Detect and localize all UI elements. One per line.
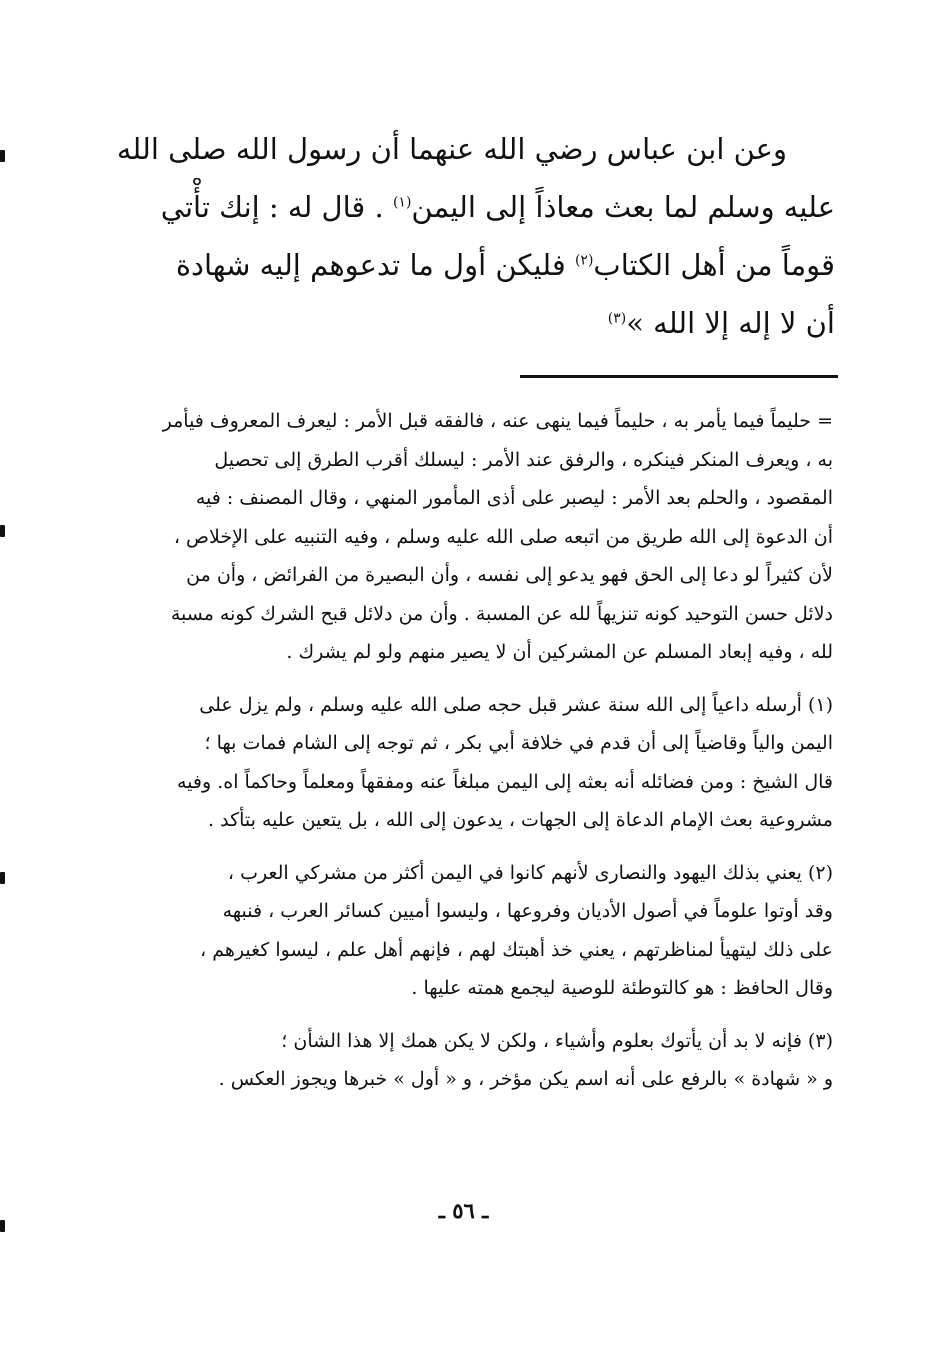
footnote-line: لأن كثيراً لو دعا إلى الحق فهو يدعو إلى نفسه ، وأن البصيرة من الفرائض ، وأن من <box>186 564 833 586</box>
page-number: ـ ٥٦ ـ <box>438 1198 489 1223</box>
footnote-line: وقال الحافظ : هو كالتوطئة للوصية ليجمع همته عليها . <box>411 977 833 999</box>
footnote-1 <box>105 686 833 840</box>
footnote-continuation <box>105 402 833 672</box>
main-text-segment: قوماً من أهل الكتاب <box>593 248 835 282</box>
footnotes <box>105 402 833 1113</box>
edge-mark <box>0 872 5 884</box>
footnote-separator <box>520 375 838 378</box>
footnote-line: وقد أوتوا علوماً في أصول الأديان وفروعها ، وليسوا أميين كسائر العرب ، فنبهه <box>222 900 833 922</box>
footnote-line: اليمن والياً وقاضياً إلى أن قدم في خلافة أبي بكر ، ثم توجه إلى الشام فمات بها ؛ <box>204 732 833 754</box>
footnote-ref: (٢) <box>574 252 594 269</box>
main-text <box>100 120 835 352</box>
footnote-line: و « شهادة » بالرفع على أنه اسم يكن مؤخر ، و « أول » خبرها ويجوز العكس . <box>218 1068 833 1090</box>
footnote-line: به ، ويعرف المنكر فينكره ، والرفق عند الأمر : ليسلك أقرب الطرق إلى تحصيل <box>214 448 833 471</box>
edge-mark <box>0 1220 5 1232</box>
main-text-segment: . قال له : إنك تأْتي <box>160 190 393 224</box>
footnote-line: = حليماً فيما يأمر به ، حليماً فيما ينهى عنه ، فالفقه قبل الأمر : ليعرف المعروف فيأمر <box>162 410 833 432</box>
main-text-line <box>100 294 835 352</box>
footnote-line: (٣) فإنه لا بد أن يأتوك بعلوم وأشياء ، ولكن لا يكن همك إلا هذا الشأن ؛ <box>281 1029 833 1052</box>
footnote-line: قال الشيخ : ومن فضائله أنه بعثه إلى اليمن مبلغاً عنه ومفقهاً ومعلماً وحاكماً اه. وفيه <box>177 770 833 793</box>
footnote-line: مشروعية بعث الإمام الدعاة إلى الجهات ، يدعون إلى الله ، بل يتعين عليه بتأكد . <box>208 809 833 831</box>
footnote-line: على ذلك ليتهيأ لمناظرتهم ، يعني خذ أهبتك لهم ، فإنهم أهل علم ، ليسوا كغيرهم ، <box>200 938 833 961</box>
footnote-line: أن الدعوة إلى الله طريق من اتبعه صلى الله عليه وسلم ، وفيه التنبيه على الإخلاص ، <box>173 525 833 548</box>
edge-mark <box>0 150 5 162</box>
footnote-3 <box>105 1022 833 1099</box>
footnote-ref: (١) <box>392 194 412 211</box>
main-text-line: وعن ابن عباس رضي الله عنهما أن رسول الله صلى الله <box>116 132 787 166</box>
footnote-line: المقصود ، والحلم بعد الأمر : ليصبر على أذى المأمور المنهي ، وقال المصنف : فيه <box>195 487 833 509</box>
edge-mark <box>0 525 5 537</box>
footnote-ref: (٣) <box>607 310 627 327</box>
footnote-2 <box>105 854 833 1008</box>
footnote-line: دلائل حسن التوحيد كونه تنزيهاً لله عن المسبة . وأن من دلائل قبح الشرك كونه مسبة <box>170 602 833 625</box>
main-text-segment: عليه وسلم لما بعث معاذاً إلى اليمن <box>411 190 835 224</box>
footnote-line: (١) أرسله داعياً إلى الله سنة عشر قبل حجه صلى الله عليه وسلم ، ولم يزل على <box>199 693 833 716</box>
main-text-segment: فليكن أول ما تدعوهم إليه شهادة <box>175 248 575 282</box>
main-text-segment: أن لا إله إلا الله » <box>626 306 835 340</box>
footnote-line: لله ، وفيه إبعاد المسلم عن المشركين أن لا يصير منهم ولو لم يشرك . <box>286 641 833 663</box>
main-text-line <box>100 236 835 294</box>
main-text-line <box>100 178 835 236</box>
footnote-line: (٢) يعني بذلك اليهود والنصارى لأنهم كانوا في اليمن أكثر من مشركي العرب ، <box>227 861 833 884</box>
